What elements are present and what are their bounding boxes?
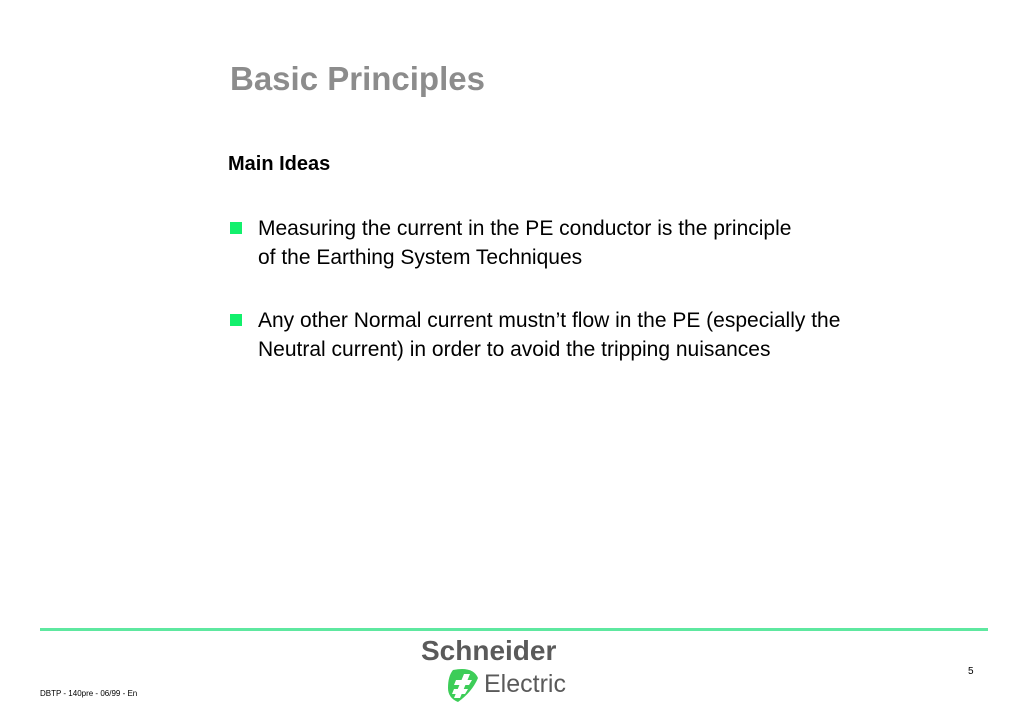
bullet-item bbox=[230, 214, 840, 272]
schneider-electric-logo-icon bbox=[420, 632, 590, 706]
page-number: 5 bbox=[968, 666, 974, 677]
bullet-text-line: Any other Normal current mustn’t flow in the PE (especially the bbox=[258, 309, 841, 332]
bullet-text-line: of the Earthing System Techniques bbox=[258, 246, 583, 269]
slide-subtitle: Main Ideas bbox=[228, 153, 331, 175]
square-bullet-icon bbox=[230, 314, 242, 326]
document-code: DBTP - 140pre - 06/99 - En bbox=[40, 689, 138, 698]
bullet-item bbox=[230, 306, 840, 364]
square-bullet-icon bbox=[230, 222, 242, 234]
logo-wordmark-electric: Electric bbox=[484, 670, 566, 698]
bullet-text-line: Neutral current) in order to avoid the tripping nuisances bbox=[258, 338, 771, 361]
bullet-text-line: Measuring the current in the PE conductor is the principle bbox=[258, 217, 792, 240]
logo-wordmark-schneider: Schneider bbox=[421, 635, 557, 666]
bullet-list bbox=[230, 214, 840, 398]
footer-divider bbox=[40, 628, 988, 631]
schneider-electric-logo bbox=[420, 632, 590, 706]
leaf-icon bbox=[448, 669, 478, 702]
slide-title: Basic Principles bbox=[230, 60, 485, 97]
